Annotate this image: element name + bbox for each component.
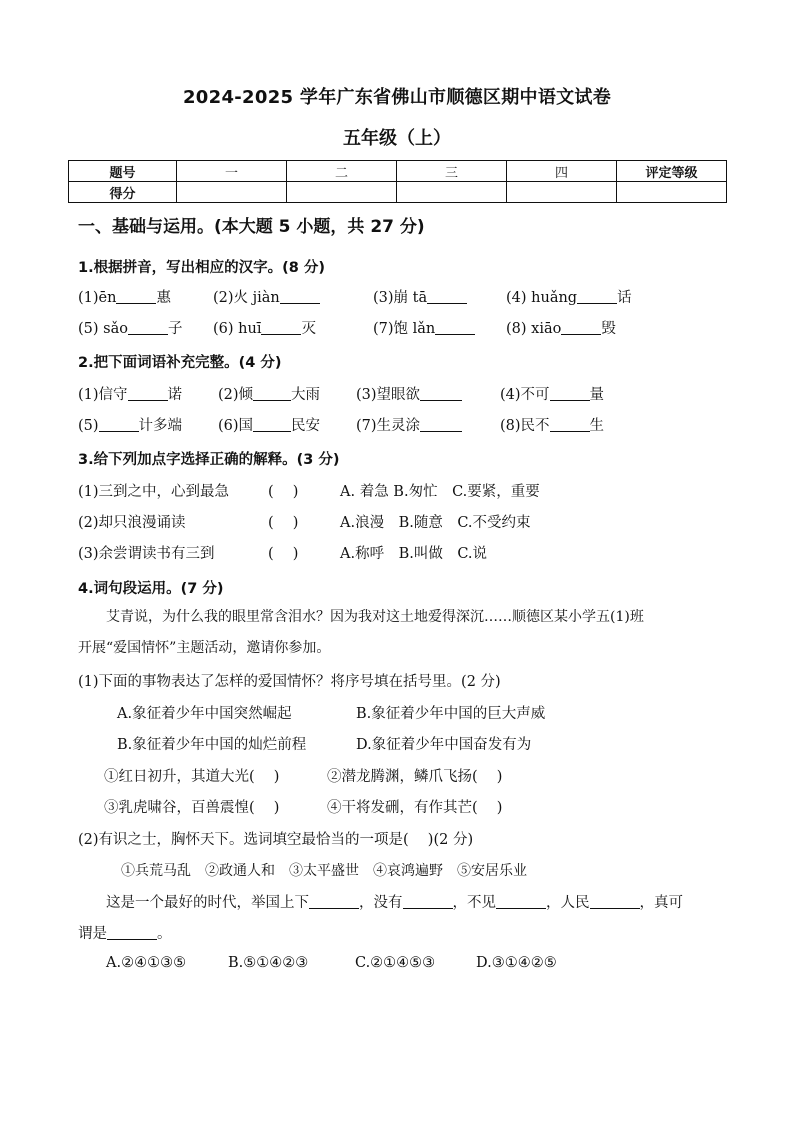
q1-item-3 [373,286,467,307]
q1-item-7 [373,317,475,338]
q4-sub2-title: (2)有识之士，胸怀天下。选词填空最恰当的一项是( )(2 分) [78,832,474,848]
score-table-header-row [69,161,727,182]
q2-item-1-prompt: (1)信守 [78,387,128,403]
q1-item-5 [78,317,182,338]
q3-item-2-answer-paren[interactable]: ( ) [268,515,299,531]
q3-item-1-options: A. 着急 B.匆忙 C.要紧，重要 [340,484,540,500]
q1-item-2-blank[interactable] [280,289,320,304]
q2-item-6-blank[interactable] [253,417,291,432]
question-2-row-2 [78,414,738,436]
q1-item-1-blank[interactable] [116,289,156,304]
q4-sub2-sentence-part-g: 。 [157,926,172,942]
q2-item-5-prompt: (5) [78,418,99,434]
q2-item-5-blank[interactable] [99,417,139,432]
q4-sub2-sentence-line-2 [78,922,172,943]
q2-item-2-prompt: (2)倾 [218,387,254,403]
question-1-row-1 [78,286,738,308]
q4-intro-line-2: 开展“爱国情怀”主题活动，邀请你参加。 [78,640,331,656]
q3-item-3-options: A.称呼 B.叫做 C.说 [340,546,488,562]
q4-sub1-item-3[interactable]: ③乳虎啸谷，百兽震惶( ) [104,800,280,816]
question-2-row-1 [78,383,738,405]
q1-item-5-blank[interactable] [128,320,168,335]
q2-item-1-blank[interactable] [128,386,168,401]
q2-item-4-suffix: 量 [589,387,605,403]
q2-item-8 [500,414,604,435]
q1-item-8 [506,317,616,338]
q2-item-7-prompt: (7)生灵涂 [356,418,421,434]
q3-item-3-answer-paren[interactable]: ( ) [268,546,299,562]
q2-item-3-blank[interactable] [420,386,462,401]
question-4-title: 4.词句段运用。(7 分) [78,581,224,597]
exam-subtitle: 五年级（上） [343,128,451,149]
q4-sub2-blank-4[interactable] [590,894,640,909]
score-table [68,160,727,203]
q2-item-4-prompt: (4)不可 [500,387,550,403]
score-cell-1[interactable] [177,182,287,203]
q2-item-2-blank[interactable] [253,386,291,401]
q4-sub2-sentence-part-c: ，不见 [452,895,496,911]
q3-item-2-sentence: (2)却只浪漫诵读 [78,515,186,531]
q2-item-4 [500,383,604,404]
score-cell-4[interactable] [507,182,617,203]
q1-item-6-prompt: (6) huī [213,321,262,337]
q1-item-1 [78,286,171,307]
q4-sub2-answer-d[interactable]: D.③①④②⑤ [476,955,557,971]
q2-item-8-prompt: (8)民不 [500,418,550,434]
score-cell-grade[interactable] [617,182,727,203]
q4-sub1-option-d: D.象征着少年中国奋发有为 [356,737,532,753]
q4-sub2-answer-a[interactable]: A.②④①③⑤ [106,955,187,971]
q4-sub2-blank-3[interactable] [496,894,546,909]
q4-sub2-blank-5[interactable] [107,925,157,940]
q4-sub2-sentence-part-b: ，没有 [359,895,403,911]
q2-item-5 [78,414,182,435]
q3-item-2-options: A.浪漫 B.随意 C.不受约束 [340,515,531,531]
q3-item-1-answer-paren[interactable]: ( ) [268,484,299,500]
score-table-header-label: 题号 [69,161,177,182]
q1-item-8-suffix: 毁 [601,321,616,337]
q2-item-6-prompt: (6)国 [218,418,254,434]
q1-item-6-suffix: 灭 [301,321,316,337]
q4-sub2-sentence-part-a: 这是一个最好的时代，举国上下 [106,895,309,911]
q1-item-8-blank[interactable] [561,320,601,335]
q1-item-7-blank[interactable] [435,320,475,335]
q1-item-6 [213,317,316,338]
q1-item-1-prompt: (1)ēn [78,290,117,306]
score-table-header-2: 二 [287,161,397,182]
q1-item-3-prompt: (3)崩 tā [373,290,428,306]
score-cell-3[interactable] [397,182,507,203]
question-3-title: 3.给下列加点字选择正确的解释。(3 分) [78,452,340,468]
score-cell-2[interactable] [287,182,397,203]
q4-sub2-blank-1[interactable] [309,894,359,909]
q1-item-4-suffix: 话 [617,290,632,306]
q1-item-5-suffix: 子 [167,321,183,337]
q2-item-1-suffix: 诺 [167,387,183,403]
q1-item-5-prompt: (5) sǎo [78,321,128,337]
q1-item-3-blank[interactable] [427,289,467,304]
q1-item-1-suffix: 惠 [156,290,171,306]
q2-item-3-prompt: (3)望眼欲 [356,387,421,403]
q2-item-6-suffix: 民安 [291,418,321,434]
q2-item-1 [78,383,182,404]
question-2-title: 2.把下面词语补充完整。(4 分) [78,355,282,371]
score-table-score-label: 得分 [69,182,177,203]
q4-intro-line-1: 艾青说，为什么我的眼里常含泪水？因为我对这土地爱得深沉……顺德区某小学五(1)班 [106,609,644,625]
exam-title: 2024-2025 学年广东省佛山市顺德区期中语文试卷 [182,87,612,108]
question-1-title: 1.根据拼音，写出相应的汉字。(8 分) [78,260,325,276]
q2-item-7 [356,414,462,435]
q3-item-1-sentence: (1)三到之中，心到最急 [78,484,230,500]
q1-item-4-prompt: (4) huǎng [506,290,578,306]
q2-item-3 [356,383,462,404]
q4-sub1-item-2[interactable]: ②潜龙腾渊，鳞爪飞扬( ) [327,769,503,785]
q3-item-3-sentence: (3)余尝谓读书有三到 [78,546,215,562]
q4-sub2-blank-2[interactable] [403,894,453,909]
q4-sub2-sentence-line-1 [106,891,683,912]
q1-item-6-blank[interactable] [261,320,301,335]
q1-item-2 [213,286,320,307]
q2-item-4-blank[interactable] [550,386,590,401]
section-title: 一、基础与运用。(本大题 5 小题，共 27 分) [78,217,425,237]
q2-item-8-blank[interactable] [550,417,590,432]
q2-item-2 [218,383,320,404]
q4-sub1-option-a: A.象征着少年中国突然崛起 [117,706,292,722]
q2-item-8-suffix: 生 [589,418,605,434]
q4-sub2-sentence-part-f: 谓是 [78,926,107,942]
q1-item-7-prompt: (7)饱 lǎn [373,321,436,337]
score-table-header-4: 四 [507,161,617,182]
q2-item-7-blank[interactable] [420,417,462,432]
q1-item-8-prompt: (8) xiāo [506,321,562,337]
score-table-header-3: 三 [397,161,507,182]
q3-item-2 [78,511,738,533]
q4-sub2-word-bank: ①兵荒马乱 ②政通人和 ③太平盛世 ④哀鸿遍野 ⑤安居乐业 [121,863,527,879]
score-table-score-row [69,182,727,203]
score-table-header-1: 一 [177,161,287,182]
q2-item-6 [218,414,320,435]
score-table-header-grade: 评定等级 [617,161,727,182]
q1-item-4 [506,286,632,307]
q4-sub2-sentence-part-e: ，真可 [639,895,683,911]
q4-sub2-answer-b[interactable]: B.⑤①④②③ [228,955,309,971]
q4-sub1-item-4[interactable]: ④干将发硎，有作其芒( ) [327,800,503,816]
q2-item-5-suffix: 计多端 [138,418,183,434]
q2-item-2-suffix: 大雨 [291,387,321,403]
q4-sub2-sentence-part-d: ，人民 [546,895,590,911]
q4-sub1-option-b: B.象征着少年中国的巨大声威 [356,706,546,722]
q3-item-3 [78,542,738,564]
q4-sub1-item-1[interactable]: ①红日初升，其道大光( ) [104,769,280,785]
q3-item-1 [78,480,738,502]
q1-item-2-prompt: (2)火 jiàn [213,290,280,306]
q4-sub1-option-c: B.象征着少年中国的灿烂前程 [117,737,307,753]
q1-item-4-blank[interactable] [577,289,617,304]
question-1-row-2 [78,317,738,339]
q4-sub2-answer-c[interactable]: C.②①④⑤③ [355,955,436,971]
q4-sub1-title: (1)下面的事物表达了怎样的爱国情怀？将序号填在括号里。(2 分) [78,674,501,690]
